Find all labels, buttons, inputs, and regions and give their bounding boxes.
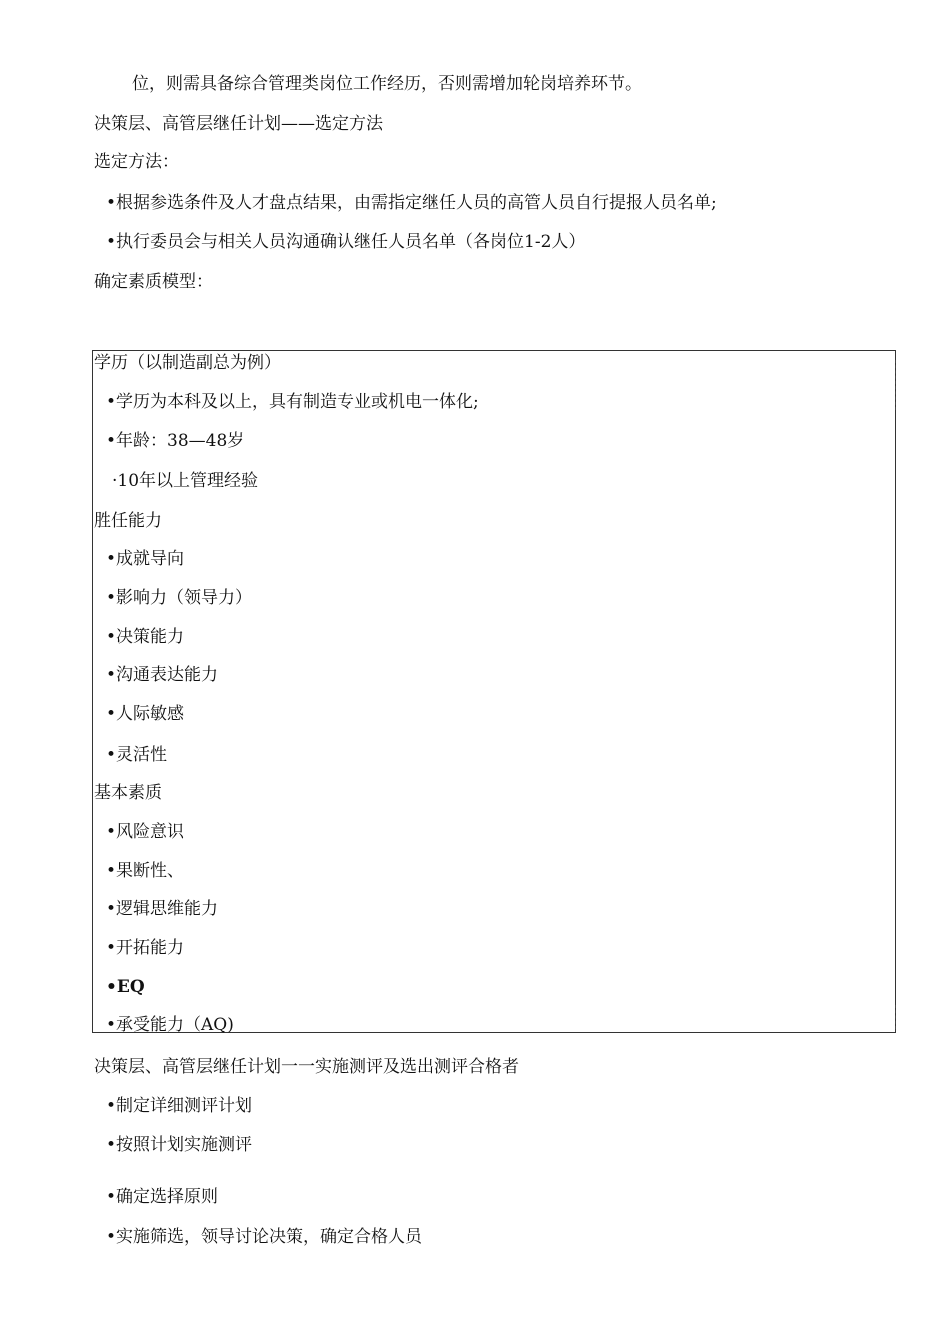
method-label: 选定方法： <box>94 152 179 172</box>
continuation-paragraph: 位，则需具备综合管理类岗位工作经历，否则需增加轮岗培养环节。 <box>132 74 642 94</box>
quality-item: •EQ <box>106 977 145 997</box>
evaluation-item: •按照计划实施测评 <box>106 1135 253 1155</box>
education-heading: 学历（以制造副总为例） <box>94 353 281 373</box>
quality-item: •开拓能力 <box>106 938 185 958</box>
education-item: ·10年以上管理经验 <box>112 471 259 491</box>
competency-heading: 胜任能力 <box>94 511 162 531</box>
evaluation-item: •实施筛选，领导讨论决策，确定合格人员 <box>106 1227 423 1247</box>
model-label: 确定素质模型： <box>94 272 213 292</box>
evaluation-item: •确定选择原则 <box>106 1187 219 1207</box>
competency-item: •人际敏感 <box>106 704 185 724</box>
evaluation-item: •制定详细测评计划 <box>106 1096 253 1116</box>
quality-heading: 基本素质 <box>94 783 162 803</box>
competency-item: •成就导向 <box>106 549 185 569</box>
section-title-evaluation: 决策层、高管层继任计划一一实施测评及选出测评合格者 <box>94 1057 519 1077</box>
education-item: •学历为本科及以上，具有制造专业或机电一体化; <box>106 392 479 412</box>
competency-item: •决策能力 <box>106 627 185 647</box>
quality-item: •逻辑思维能力 <box>106 899 219 919</box>
quality-item: •承受能力（AQ) <box>106 1015 234 1035</box>
box-edge-dash <box>895 360 896 410</box>
competency-item: •影响力（领导力） <box>106 588 253 608</box>
quality-item: •风险意识 <box>106 822 185 842</box>
competency-item: •灵活性 <box>106 745 168 765</box>
section-title-selection-method: 决策层、高管层继任计划——选定方法 <box>94 114 383 134</box>
competency-model-box <box>92 350 896 1033</box>
education-item: •年龄：38—48岁 <box>106 431 245 451</box>
quality-item: •果断性、 <box>106 861 185 881</box>
competency-item: •沟通表达能力 <box>106 665 219 685</box>
method-item: •根据参选条件及人才盘点结果，由需指定继任人员的高管人员自行提报人员名单; <box>106 193 717 213</box>
box-edge-dash <box>895 1005 896 1029</box>
method-item: •执行委员会与相关人员沟通确认继任人员名单（各岗位1-2人） <box>106 232 586 252</box>
